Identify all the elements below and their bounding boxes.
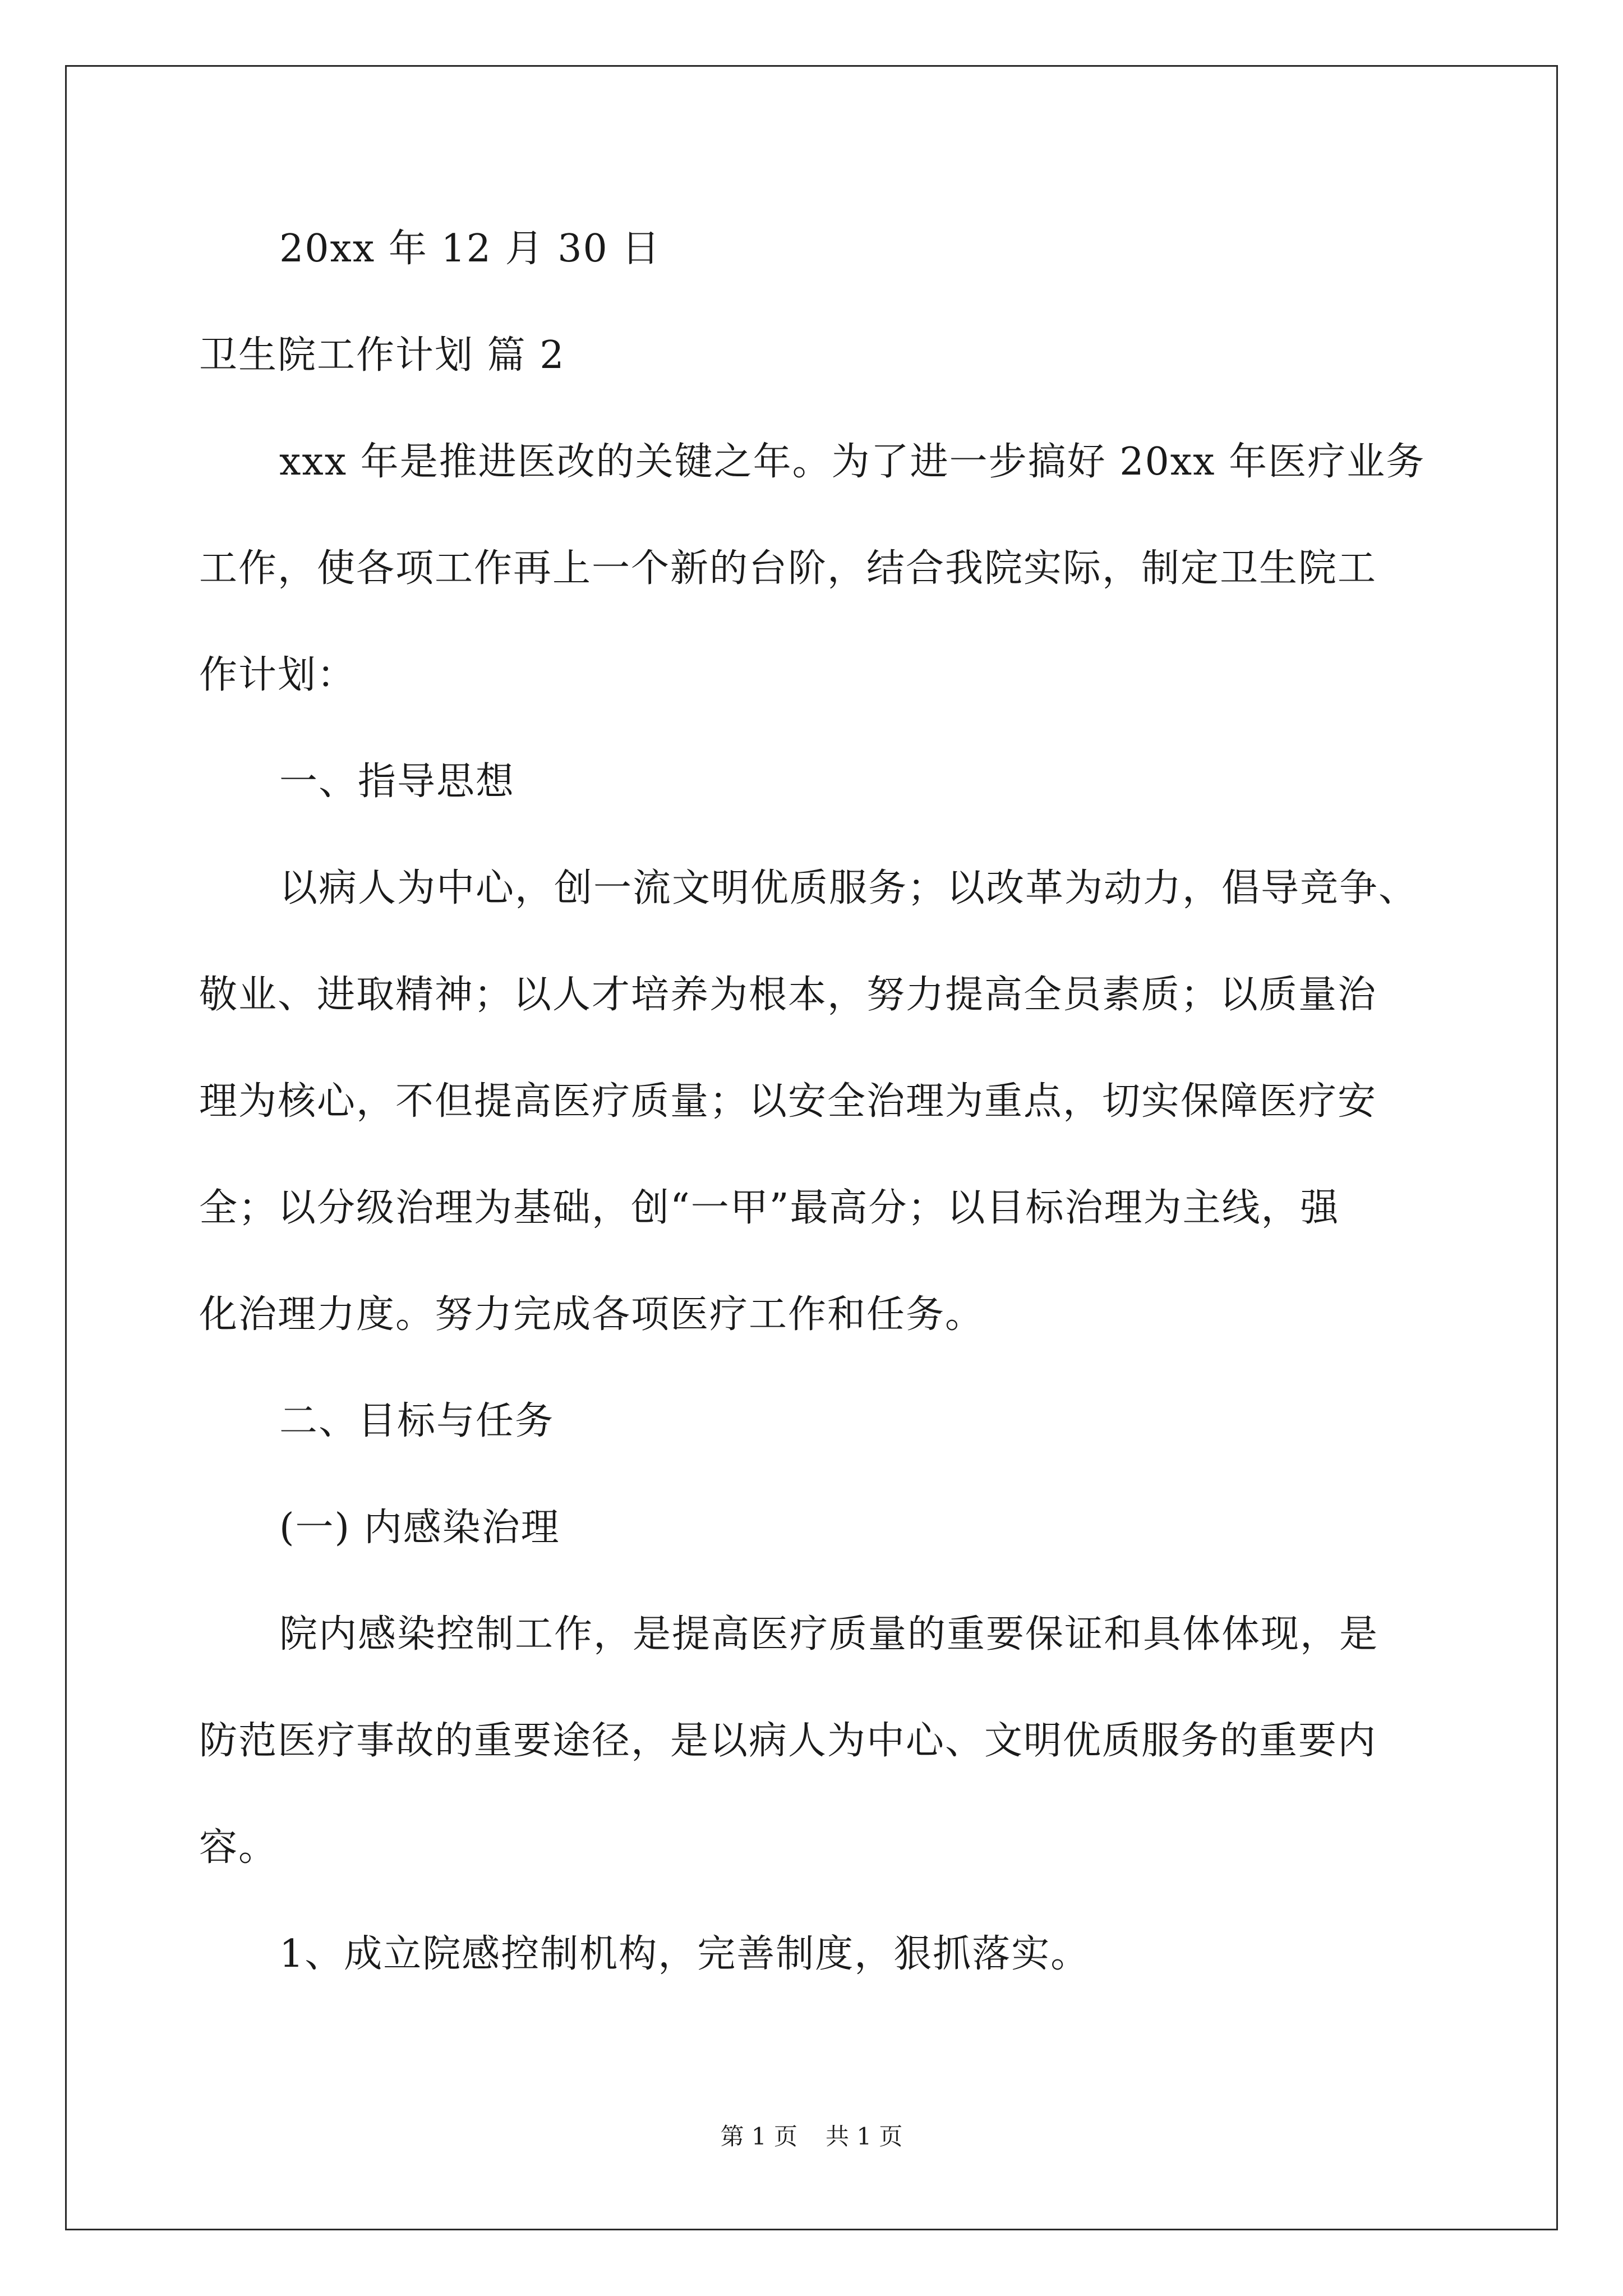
subheading-infection-control: (一) 内感染治理 (279, 1506, 560, 1550)
paragraph-line: 工作，使各项工作再上一个新的台阶，结合我院实际，制定卫生院工 (199, 546, 1377, 591)
page-border (65, 65, 1558, 2230)
paragraph-line: 作计划： (199, 653, 357, 697)
paragraph-line: 理为核心，不但提高医疗质量；以安全治理为重点，切实保障医疗安 (199, 1079, 1377, 1124)
page-footer (0, 2125, 1623, 2148)
date-line: 20xx 年 12 月 30 日 (279, 227, 661, 271)
paragraph-line: 容。 (199, 1825, 278, 1870)
heading-goals-tasks: 二、目标与任务 (279, 1399, 555, 1443)
paragraph-line: 院内感染控制工作，是提高医疗质量的重要保证和具体体现，是 (279, 1612, 1379, 1657)
page-number: 第 1 页 (720, 2123, 797, 2150)
paragraph-line: 全；以分级治理为基础，创“一甲”最高分；以目标治理为主线，强 (199, 1186, 1340, 1230)
section-title: 卫生院工作计划 篇 2 (199, 333, 565, 378)
heading-guiding-thought: 一、指导思想 (279, 760, 515, 804)
paragraph-line: xxx 年是推进医改的关键之年。为了进一步搞好 20xx 年医疗业务 (279, 440, 1426, 484)
paragraph-line: 以病人为中心，创一流文明优质服务；以改革为动力，倡导竞争、 (279, 866, 1418, 910)
paragraph-line: 防范医疗事故的重要途径，是以病人为中心、文明优质服务的重要内 (199, 1719, 1377, 1763)
list-item: 1、成立院感控制机构，完善制度，狠抓落实。 (279, 1932, 1090, 1976)
page-total: 共 1 页 (826, 2123, 903, 2150)
paragraph-line: 化治理力度。努力完成各项医疗工作和任务。 (199, 1292, 985, 1337)
paragraph-line: 敬业、进取精神；以人才培养为根本，努力提高全员素质；以质量治 (199, 973, 1377, 1017)
